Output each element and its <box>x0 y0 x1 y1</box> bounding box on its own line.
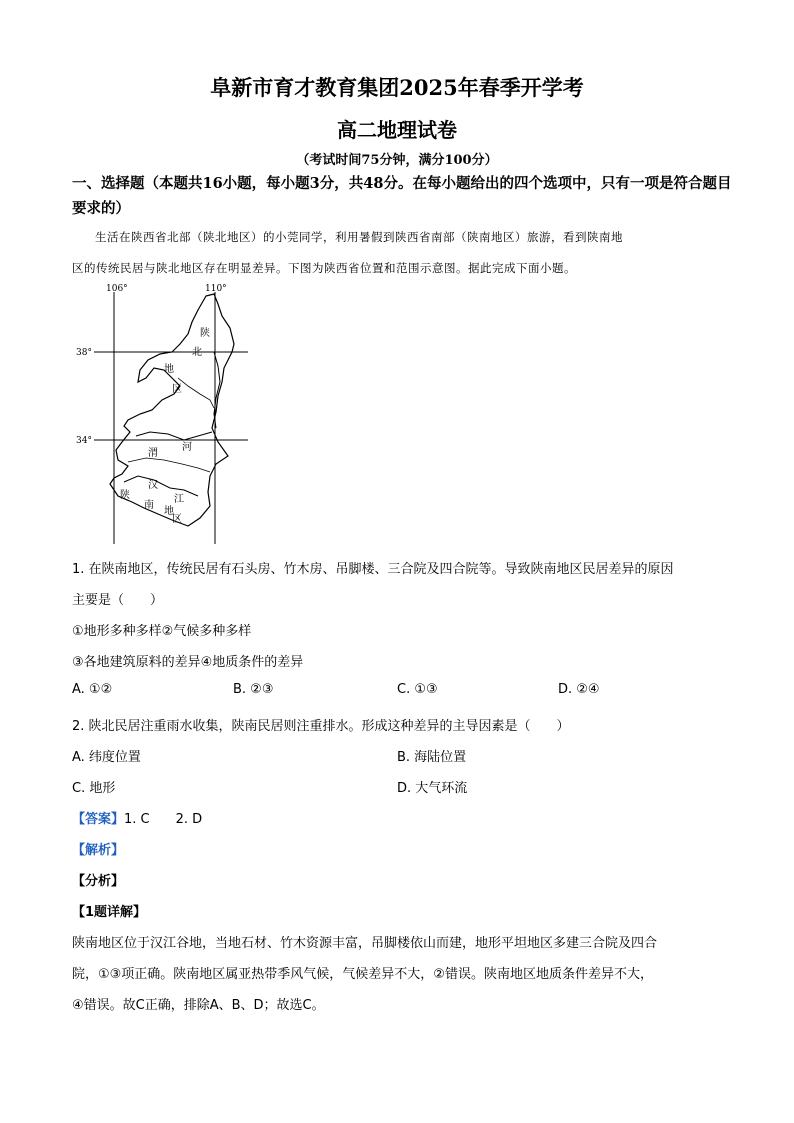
q2-option-d: D. 大气环流 <box>397 781 468 796</box>
q2-option-a: A. 纬度位置 <box>72 750 141 765</box>
map-label-qu-n: 区 <box>172 384 182 395</box>
intro-paragraph <box>72 222 732 284</box>
q2-option-b: B. 海陆位置 <box>397 750 467 765</box>
q1-choice-line-2: ③各地建筑原料的差异④地质条件的差异 <box>72 655 304 670</box>
q1-stem-line-2: 主要是（ ） <box>72 593 164 608</box>
q1-option-b: B. ②③ <box>233 682 274 697</box>
q1-stem-line-1: 1. 在陕南地区，传统民居有石头房、竹木房、吊脚楼、三合院及四合院等。导致陕南地区民居差异的原因 <box>72 562 674 577</box>
map-label-shan-s: 陕 <box>120 490 130 501</box>
q1-option-c: C. ①③ <box>397 682 438 697</box>
detail-label: 【1题详解】 <box>72 905 147 920</box>
map-label-han: 汉 <box>148 480 158 491</box>
detail-line-3: ④错误。故C正确，排除A、B、D；故选C。 <box>72 998 325 1013</box>
intro-line-2: 区的传统民居与陕北地区存在明显差异。下图为陕西省位置和范围示意图。据此完成下面小题。 <box>72 261 576 275</box>
detail-line-1: 陕南地区位于汉江谷地，当地石材、竹木资源丰富，吊脚楼依山而建，地形平坦地区多建三合院及四合 <box>72 936 658 951</box>
map-label-nan: 南 <box>144 500 154 511</box>
lat-label-38: 38° <box>76 348 92 358</box>
exam-subtitle: 高二地理试卷 <box>337 118 457 142</box>
q1-option-d: D. ②④ <box>558 682 600 697</box>
map-label-wei: 渭 <box>148 448 158 459</box>
shaanxi-map <box>76 282 258 547</box>
q1-choice-line-1: ①地形多种多样②气候多种多样 <box>72 624 252 639</box>
lat-label-34: 34° <box>76 436 92 446</box>
map-label-shan-n: 陕 <box>200 328 210 339</box>
han-river <box>124 476 198 496</box>
q2-stem: 2. 陕北民居注重雨水收集，陕南民居则注重排水。形成这种差异的主导因素是（ ） <box>72 719 570 734</box>
intro-line-1: 生活在陕西省北部（陕北地区）的小莞同学，利用暑假到陕西省南部（陕南地区）旅游，看到陕南地 <box>95 230 623 244</box>
map-label-di-s: 地 <box>164 506 174 517</box>
exam-info: （考试时间75分钟，满分100分） <box>296 153 498 168</box>
answer-text: 1. C 2. D <box>124 812 203 827</box>
lon-label-110: 110° <box>205 284 227 294</box>
fenxi-label: 【分析】 <box>72 874 125 889</box>
detail-line-2: 院，①③项正确。陕南地区属亚热带季风气候，气候差异不大，②错误。陕南地区地质条件差异不大， <box>72 967 653 982</box>
inner-boundary-north <box>178 378 214 408</box>
map-label-bei: 北 <box>192 347 202 358</box>
map-label-qu-s: 区 <box>172 514 182 525</box>
answer-line <box>72 808 202 827</box>
map-label-jiang: 江 <box>174 494 184 505</box>
lon-label-106: 106° <box>106 284 128 294</box>
map-label-di-n: 地 <box>164 364 174 375</box>
section-heading: 一、选择题（本题共16小题，每小题3分，共48分。在每小题给出的四个选项中，只有一项是符合题目要求的） <box>72 175 732 217</box>
wei-river <box>136 432 212 440</box>
exam-title: 阜新市育才教育集团2025年春季开学考 <box>210 75 584 100</box>
q2-option-c: C. 地形 <box>72 781 116 796</box>
answer-label: 【答案】 <box>72 812 125 827</box>
detail-paragraph <box>72 928 722 1021</box>
map-label-he: 河 <box>182 442 192 453</box>
analysis-label: 【解析】 <box>72 843 125 858</box>
inner-boundary-south <box>128 458 210 472</box>
q1-option-a: A. ①② <box>72 682 113 697</box>
